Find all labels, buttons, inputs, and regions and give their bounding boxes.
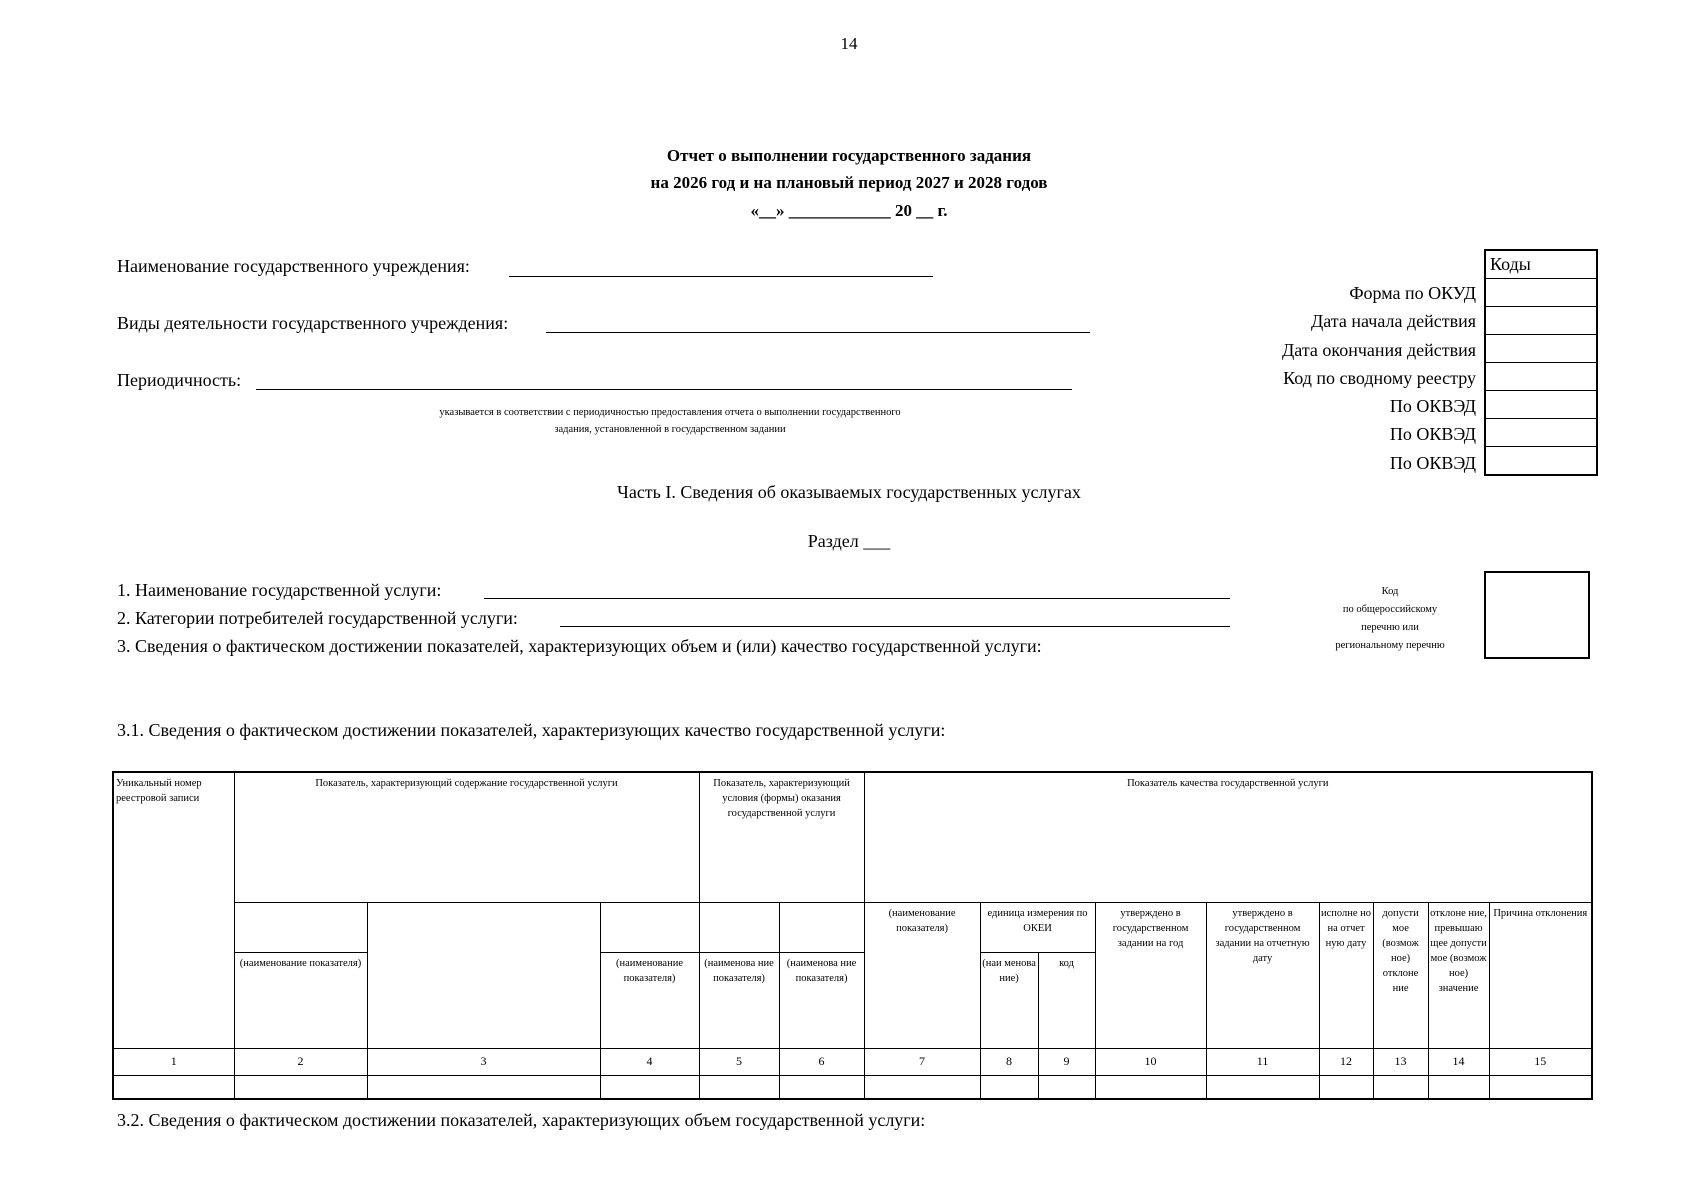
content-blank-1: [234, 902, 367, 952]
codes-labels: [1282, 279, 1476, 477]
cell-4[interactable]: [600, 1075, 699, 1099]
label-end-date: Дата окончания действия: [1282, 339, 1476, 360]
cell-12[interactable]: [1319, 1075, 1373, 1099]
col-num-2: 2: [234, 1048, 367, 1075]
service-name-label: 1. Наименование государственной услуги:: [117, 580, 442, 600]
periodicity-hint-1: указывается в соответствии с периодичностью предоставления отчета о выполнении государственного: [439, 407, 901, 418]
cond-blank-2: [779, 902, 864, 952]
content-sub-name-3: (наименование показателя): [600, 952, 699, 1048]
label-okved-1: По ОКВЭД: [1389, 396, 1476, 417]
activities-label: Виды деятельности государственного учреждения:: [117, 313, 509, 333]
q-approved-year: утверждено в государственном задании на год: [1095, 902, 1206, 1048]
institution-name-line[interactable]: [509, 276, 933, 277]
cell-8[interactable]: [980, 1075, 1038, 1099]
cell-14[interactable]: [1428, 1075, 1489, 1099]
periodicity-label: Периодичность:: [117, 370, 242, 390]
cell-11[interactable]: [1206, 1075, 1319, 1099]
col-num-12: 12: [1319, 1048, 1373, 1075]
code-cell-okud[interactable]: [1485, 279, 1597, 307]
col-num-1: 1: [113, 1048, 234, 1075]
col-num-8: 8: [980, 1048, 1038, 1075]
q-done: исполне но на отчет ную дату: [1319, 902, 1373, 1048]
h-unique-number: Уникальный номер реестровой записи: [113, 772, 234, 1048]
cell-13[interactable]: [1373, 1075, 1428, 1099]
label-okved-3: По ОКВЭД: [1389, 452, 1476, 473]
periodicity-line[interactable]: [256, 389, 1072, 390]
code-cell-okved-1[interactable]: [1485, 391, 1597, 419]
periodicity-hint-2: задания, установленной в государственном задании: [554, 424, 786, 435]
col-num-7: 7: [864, 1048, 980, 1075]
label-start-date: Дата начала действия: [1311, 311, 1476, 332]
registry-code-box[interactable]: [1484, 571, 1590, 659]
cell-1[interactable]: [113, 1075, 234, 1099]
cell-5[interactable]: [699, 1075, 779, 1099]
cell-3[interactable]: [367, 1075, 600, 1099]
q-unit-code: код: [1038, 952, 1095, 1048]
cond-sub-name-1: (наименова ние показателя): [699, 952, 779, 1048]
cell-9[interactable]: [1038, 1075, 1095, 1099]
h-quality-indicator: Показатель качества государственной услуги: [864, 772, 1592, 902]
content-blank-3: [600, 902, 699, 952]
registry-code-label-1: Код: [1381, 586, 1399, 597]
registry-code-label-3: перечню или: [1361, 622, 1419, 633]
indicators-label: 3. Сведения о фактическом достижении показателей, характеризующих объем и (или) качество государственной услуги:: [117, 636, 1042, 656]
col-num-5: 5: [699, 1048, 779, 1075]
q-reason: Причина отклонения: [1489, 902, 1592, 1048]
code-cell-end-date[interactable]: [1485, 335, 1597, 363]
col-num-14: 14: [1428, 1048, 1489, 1075]
col-num-13: 13: [1373, 1048, 1428, 1075]
content-sub-name-1: (наименование показателя): [234, 952, 367, 1048]
h-conditions-indicator: Показатель, характеризующий условия (формы) оказания государственной услуги: [699, 772, 864, 902]
q-name: (наименование показателя): [864, 902, 980, 1048]
label-registry: Код по сводному реестру: [1283, 367, 1476, 388]
col-num-6: 6: [779, 1048, 864, 1075]
registry-code-label-2: по общероссийскому: [1342, 604, 1438, 615]
quality-indicators-table: [112, 771, 1593, 1100]
q-unit: единица измерения по ОКЕИ: [980, 902, 1095, 952]
col-num-4: 4: [600, 1048, 699, 1075]
section-3-1-title: 3.1. Сведения о фактическом достижении показателей, характеризующих качество государственной услуги:: [117, 720, 946, 740]
q-approved-date: утверждено в государственном задании на отчетную дату: [1206, 902, 1319, 1048]
table-row: [113, 1075, 1592, 1099]
report-period: на 2026 год и на плановый период 2027 и 2028 годов: [650, 173, 1048, 192]
col-num-9: 9: [1038, 1048, 1095, 1075]
label-okved-2: По ОКВЭД: [1389, 424, 1476, 445]
q-allowed: допусти мое (возмож ное) отклоне ние: [1373, 902, 1428, 1048]
code-cell-okved-2[interactable]: [1485, 419, 1597, 447]
section-label: Раздел ___: [807, 531, 891, 551]
codes-header: Коды: [1485, 250, 1597, 279]
page-number: 14: [840, 34, 858, 53]
cell-7[interactable]: [864, 1075, 980, 1099]
activities-line[interactable]: [546, 332, 1090, 333]
code-cell-start-date[interactable]: [1485, 307, 1597, 335]
code-cell-registry[interactable]: [1485, 363, 1597, 391]
code-cell-okved-3[interactable]: [1485, 447, 1597, 476]
service-name-line[interactable]: [484, 598, 1230, 599]
col-num-3: 3: [367, 1048, 600, 1075]
institution-name-label: Наименование государственного учреждения:: [117, 256, 470, 276]
report-title: Отчет о выполнении государственного задания: [666, 146, 1032, 165]
cond-blank-1: [699, 902, 779, 952]
content-blank-2: [367, 902, 600, 1048]
label-okud: Форма по ОКУД: [1349, 283, 1476, 303]
consumers-label: 2. Категории потребителей государственной услуги:: [117, 608, 518, 628]
cell-15[interactable]: [1489, 1075, 1592, 1099]
col-num-11: 11: [1206, 1048, 1319, 1075]
consumers-line[interactable]: [560, 626, 1230, 627]
cell-2[interactable]: [234, 1075, 367, 1099]
codes-table: [1484, 249, 1598, 476]
cell-6[interactable]: [779, 1075, 864, 1099]
registry-code-label: [1310, 583, 1470, 655]
cell-10[interactable]: [1095, 1075, 1206, 1099]
q-deviation: отклоне ние, превышаю щее допусти мое (возмож ное) значение: [1428, 902, 1489, 1048]
q-unit-name: (наи менова ние): [980, 952, 1038, 1048]
report-date-line: «__» ____________ 20 __ г.: [750, 201, 948, 220]
h-content-indicator: Показатель, характеризующий содержание государственной услуги: [234, 772, 699, 902]
registry-code-label-4: региональному перечню: [1335, 640, 1445, 651]
section-3-2-title: 3.2. Сведения о фактическом достижении показателей, характеризующих объем государственной услуги:: [117, 1110, 926, 1130]
cond-sub-name-2: (наименова ние показателя): [779, 952, 864, 1048]
col-num-10: 10: [1095, 1048, 1206, 1075]
part-title: Часть I. Сведения об оказываемых государственных услугах: [617, 482, 1081, 502]
col-num-15: 15: [1489, 1048, 1592, 1075]
